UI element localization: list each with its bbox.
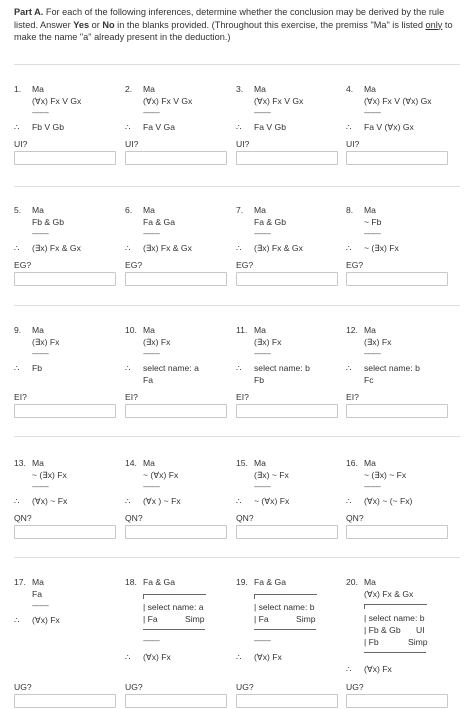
premise: (∃x) Fx	[143, 337, 171, 347]
answer-input[interactable]	[14, 404, 116, 418]
therefore-icon: ∴	[14, 615, 20, 625]
therefore-icon: ∴	[346, 664, 352, 674]
rule-label: UI?	[125, 139, 139, 149]
problem-number: 16.	[346, 458, 358, 468]
conclusion-line-2: Fc	[364, 375, 374, 385]
subproof-rule: Simp	[185, 614, 205, 624]
subproof-bracket	[254, 594, 317, 599]
problem-number: 4.	[346, 84, 354, 94]
derivation-line: ---------	[254, 484, 271, 491]
rule-label: EG?	[346, 260, 364, 270]
rule-label: QN?	[125, 513, 143, 523]
premise: ~ (∀x) Fx	[143, 470, 179, 480]
premise: (∃x) Fx	[32, 337, 60, 347]
conclusion: (∀x) Fx	[364, 664, 392, 674]
separator	[14, 64, 460, 65]
answer-input[interactable]	[236, 151, 338, 165]
problem-20	[346, 577, 458, 707]
answer-input[interactable]	[125, 404, 227, 418]
premise: Ma	[32, 325, 44, 335]
answer-input[interactable]	[125, 272, 227, 286]
premise: Fa & Gb	[254, 217, 286, 227]
premise: Ma	[32, 84, 44, 94]
rule-label: EI?	[346, 392, 359, 402]
answer-input[interactable]	[125, 694, 227, 708]
derivation-line: ---------	[32, 231, 49, 238]
derivation-line: ---------	[32, 351, 49, 358]
premise: Ma	[143, 325, 155, 335]
derivation-line: ---------	[364, 110, 381, 117]
therefore-icon: ∴	[14, 243, 20, 253]
premise: Ma	[143, 458, 155, 468]
premise: Ma	[143, 205, 155, 215]
rule-label: UG?	[125, 682, 143, 692]
derivation-line: ---------	[364, 231, 381, 238]
therefore-icon: ∴	[236, 363, 242, 373]
subproof-bracket-end	[364, 652, 426, 653]
conclusion-line-2: Fa	[143, 375, 154, 385]
premise: ~ (∃x) ~ Fx	[364, 470, 407, 480]
derivation-line: ---------	[143, 484, 160, 491]
problem-1	[14, 84, 126, 196]
derivation-line: ---------	[143, 231, 160, 238]
answer-input[interactable]	[236, 404, 338, 418]
subproof-bracket	[143, 594, 206, 599]
premise: (∀x) Fx & Gx	[364, 589, 414, 599]
subproof-line: | select name: a	[143, 602, 204, 612]
answer-input[interactable]	[125, 525, 227, 539]
subproof-line: | Fa	[254, 614, 269, 624]
conclusion: Fb	[32, 363, 43, 373]
answer-input[interactable]	[346, 694, 448, 708]
conclusion: ~ (∃x) Fx	[364, 243, 399, 253]
premise: Ma	[364, 325, 376, 335]
problem-number: 11.	[236, 325, 248, 335]
premise: (∀x) Fx V (∀x) Gx	[364, 96, 432, 106]
problem-number: 17.	[14, 577, 26, 587]
therefore-icon: ∴	[346, 363, 352, 373]
derivation-line: ---------	[254, 351, 271, 358]
answer-input[interactable]	[346, 151, 448, 165]
derivation-line: ---------	[32, 110, 49, 117]
premise: (∀x) Fx V Gx	[143, 96, 193, 106]
conclusion: (∀x) ~ (~ Fx)	[364, 496, 413, 506]
problem-15	[236, 458, 348, 570]
subproof-line: | select name: b	[364, 613, 425, 623]
problem-4	[346, 84, 458, 196]
conclusion: (∃x) Fx & Gx	[254, 243, 303, 253]
problem-19	[236, 577, 348, 707]
premise: ~ (∃x) Fx	[32, 470, 67, 480]
subproof-bracket-end	[143, 629, 205, 630]
problem-3	[236, 84, 348, 196]
conclusion: (∀x) ~ Fx	[32, 496, 68, 506]
subproof-rule: Simp	[296, 614, 316, 624]
therefore-icon: ∴	[236, 122, 242, 132]
derivation-line: ---------	[254, 231, 271, 238]
derivation-line: ---------	[143, 351, 160, 358]
therefore-icon: ∴	[236, 496, 242, 506]
subproof-rule: Simp	[408, 637, 428, 647]
problem-number: 9.	[14, 325, 22, 335]
premise: Ma	[32, 577, 44, 587]
premise: Ma	[364, 84, 376, 94]
answer-input[interactable]	[236, 694, 338, 708]
subproof-rule: UI	[416, 625, 425, 635]
therefore-icon: ∴	[125, 496, 131, 506]
answer-input[interactable]	[14, 272, 116, 286]
premise: Ma	[143, 84, 155, 94]
premise: Ma	[32, 205, 44, 215]
problem-number: 18.	[125, 577, 137, 587]
therefore-icon: ∴	[14, 363, 20, 373]
rule-label: UG?	[236, 682, 254, 692]
rule-label: UI?	[14, 139, 28, 149]
problem-number: 13.	[14, 458, 26, 468]
therefore-icon: ∴	[125, 122, 131, 132]
conclusion: ~ (∀x) Fx	[254, 496, 290, 506]
premise: Fa & Ga	[254, 577, 286, 587]
problem-number: 2.	[125, 84, 133, 94]
problem-number: 6.	[125, 205, 133, 215]
premise: Ma	[254, 84, 266, 94]
problem-13	[14, 458, 126, 570]
conclusion: (∀x) Fx	[32, 615, 60, 625]
rule-label: QN?	[346, 513, 364, 523]
problem-11	[236, 325, 348, 440]
conclusion: (∀x) Fx	[143, 652, 171, 662]
premise: Ma	[254, 458, 266, 468]
therefore-icon: ∴	[125, 363, 131, 373]
rule-label: EG?	[236, 260, 254, 270]
therefore-icon: ∴	[236, 652, 242, 662]
rule-label: QN?	[236, 513, 254, 523]
therefore-icon: ∴	[14, 496, 20, 506]
rule-label: UG?	[14, 682, 32, 692]
premise: Fa	[32, 589, 43, 599]
therefore-icon: ∴	[346, 243, 352, 253]
conclusion: select name: a	[143, 363, 199, 373]
problem-2	[125, 84, 237, 196]
derivation-line: ---------	[143, 110, 160, 117]
problem-10	[125, 325, 237, 440]
subproof-line: | Fb & Gb	[364, 625, 401, 635]
problem-number: 12.	[346, 325, 358, 335]
premise: Ma	[364, 205, 376, 215]
conclusion: select name: b	[364, 363, 420, 373]
part-label: Part A.	[14, 7, 44, 17]
therefore-icon: ∴	[125, 243, 131, 253]
derivation-line: ---------	[364, 484, 381, 491]
problem-number: 8.	[346, 205, 354, 215]
premise: (∃x) Fx	[254, 337, 282, 347]
rule-label: EI?	[236, 392, 249, 402]
problem-number: 1.	[14, 84, 22, 94]
conclusion: Fa V Gb	[254, 122, 286, 132]
therefore-icon: ∴	[125, 652, 131, 662]
problem-number: 5.	[14, 205, 22, 215]
premise: (∃x) Fx	[364, 337, 392, 347]
rule-label: EG?	[14, 260, 32, 270]
subproof-bracket	[364, 604, 427, 609]
premise: Ma	[364, 577, 376, 587]
instructions: Part A. For each of the following inferences, determine whether the conclusion may be derived by the rule listed. Answer Yes or No in the blanks provided. (Throughout this exercise, the premiss "Ma" is listed only to make the name "a" already present in the deduction.)	[14, 7, 453, 42]
conclusion: (∀x ) ~ Fx	[143, 496, 181, 506]
subproof-bracket-end	[254, 629, 316, 630]
problem-5	[14, 205, 126, 317]
problem-7	[236, 205, 348, 317]
answer-input[interactable]	[125, 151, 227, 165]
therefore-icon: ∴	[346, 496, 352, 506]
rule-label: UG?	[346, 682, 364, 692]
answer-input[interactable]	[346, 272, 448, 286]
premise: Ma	[364, 458, 376, 468]
problem-number: 3.	[236, 84, 244, 94]
conclusion: (∃x) Fx & Gx	[32, 243, 81, 253]
rule-label: UI?	[346, 139, 360, 149]
problem-number: 15.	[236, 458, 248, 468]
therefore-icon: ∴	[236, 243, 242, 253]
problem-number: 20.	[346, 577, 358, 587]
answer-input[interactable]	[346, 404, 448, 418]
derivation-line: ---------	[254, 110, 271, 117]
subproof-line: | select name: b	[254, 602, 315, 612]
problem-number: 14.	[125, 458, 137, 468]
problem-17	[14, 577, 126, 707]
rule-label: UI?	[236, 139, 250, 149]
conclusion: (∀x) Fx	[254, 652, 282, 662]
conclusion: select name: b	[254, 363, 310, 373]
derivation-line: ---------	[32, 484, 49, 491]
problem-9	[14, 325, 126, 440]
therefore-icon: ∴	[14, 122, 20, 132]
derivation-line: ---------	[143, 638, 160, 645]
derivation-line: ---------	[364, 351, 381, 358]
subproof-line: | Fa	[143, 614, 158, 624]
premise: Ma	[254, 205, 266, 215]
conclusion-line-2: Fb	[254, 375, 265, 385]
premise: Fb & Gb	[32, 217, 64, 227]
rule-label: EG?	[125, 260, 143, 270]
problem-6	[125, 205, 237, 317]
problem-12	[346, 325, 458, 440]
rule-label: EI?	[14, 392, 27, 402]
derivation-line: ---------	[254, 638, 271, 645]
premise: Fa & Ga	[143, 577, 175, 587]
subproof-line: | Fb	[364, 637, 379, 647]
answer-input[interactable]	[236, 272, 338, 286]
premise: (∃x) ~ Fx	[254, 470, 289, 480]
answer-input[interactable]	[236, 525, 338, 539]
derivation-line: ---------	[32, 603, 49, 610]
problem-18	[125, 577, 237, 707]
problem-number: 19.	[236, 577, 248, 587]
conclusion: Fa V (∀x) Gx	[364, 122, 414, 132]
premise: (∀x) Fx V Gx	[254, 96, 304, 106]
conclusion: (∃x) Fx & Gx	[143, 243, 192, 253]
problem-16	[346, 458, 458, 570]
rule-label: EI?	[125, 392, 138, 402]
therefore-icon: ∴	[346, 122, 352, 132]
rule-label: QN?	[14, 513, 32, 523]
premise: Ma	[32, 458, 44, 468]
answer-input[interactable]	[14, 694, 116, 708]
conclusion: Fa V Ga	[143, 122, 175, 132]
problem-number: 7.	[236, 205, 244, 215]
premise: (∀x) Fx V Gx	[32, 96, 82, 106]
problem-number: 10.	[125, 325, 137, 335]
answer-input[interactable]	[14, 151, 116, 165]
conclusion: Fb V Gb	[32, 122, 64, 132]
premise: ~ Fb	[364, 217, 382, 227]
answer-input[interactable]	[346, 525, 448, 539]
answer-input[interactable]	[14, 525, 116, 539]
problem-8	[346, 205, 458, 317]
premise: Ma	[254, 325, 266, 335]
problem-14	[125, 458, 237, 570]
premise: Fa & Ga	[143, 217, 175, 227]
